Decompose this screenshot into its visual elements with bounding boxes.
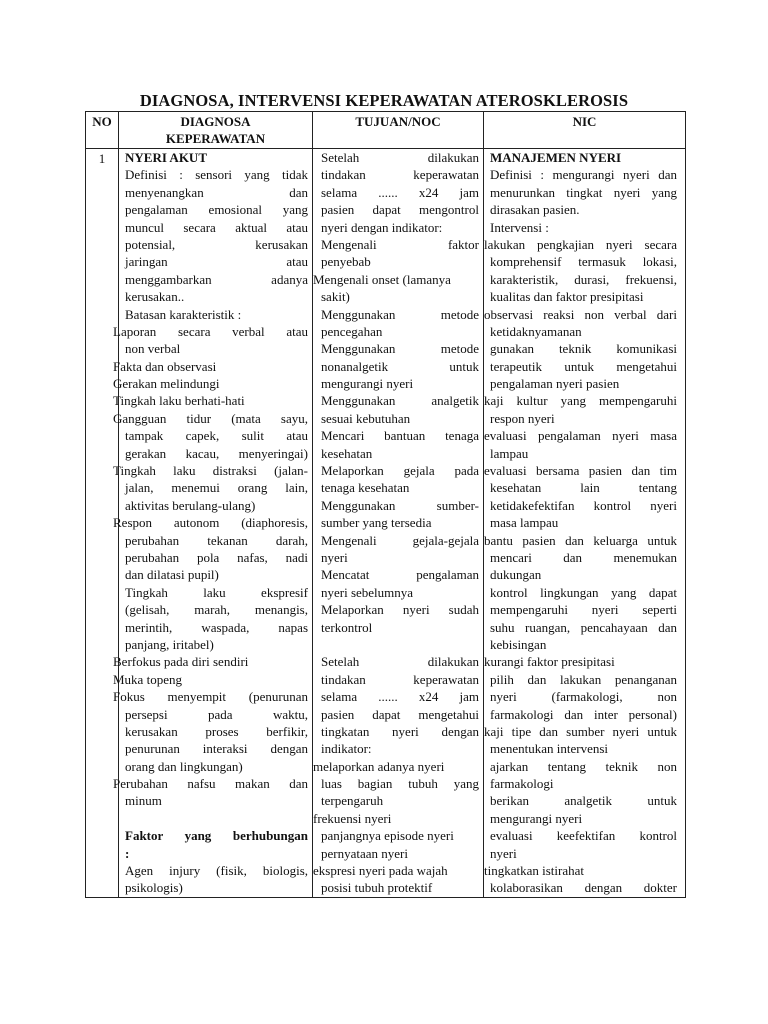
diagnosa-line: menggambarkan adanya — [125, 271, 308, 287]
diagnosa-line: Fakta dan observasi — [113, 358, 217, 374]
page-title: DIAGNOSA, INTERVENSI KEPERAWATAN ATEROSKLEROSIS — [139, 91, 629, 110]
diagnosa-line: Gerakan melindungi — [113, 376, 220, 392]
nic-line: farmakologi — [490, 776, 554, 792]
nic-line: kesehatan lain tentang — [490, 480, 677, 496]
nic-line: mempengaruhi nyeri seperti — [490, 602, 677, 618]
nic-line: pengalaman nyeri pasien — [490, 376, 620, 392]
diagnosa-line: perubahan pola nafas, nadi — [125, 549, 308, 565]
noc-line: pasien dapat mengetahui — [321, 706, 479, 722]
diagnosa-line: Perubahan nafsu makan dan — [113, 776, 308, 792]
noc-line: tindakan keperawatan — [321, 167, 479, 183]
noc-line: tingkatan nyeri dengan — [321, 723, 479, 739]
noc-line: pasien dapat mengontrol — [321, 202, 479, 218]
nic-line: Definisi : mengurangi nyeri dan — [490, 167, 677, 183]
noc-line: indikator: — [321, 741, 372, 757]
noc-line: Mengenali onset (lamanya — [313, 271, 451, 287]
nic-line: respon nyeri — [490, 410, 555, 426]
header-row — [86, 112, 686, 149]
header-diagnosa-line-2: KEPERAWATAN — [165, 131, 266, 146]
nic-line: tingkatkan istirahat — [484, 863, 585, 879]
diagnosa-line: muncul secara aktual atau — [125, 219, 308, 235]
nic-line: nyeri (farmakologi, non — [490, 689, 677, 705]
nic-line: Intervensi : — [490, 219, 549, 235]
nic-line: pilih dan lakukan penanganan — [490, 671, 677, 687]
nic-line: kebisingan — [490, 636, 547, 652]
header-tujuan-noc: TUJUAN/NOC — [313, 112, 484, 149]
noc-line: pencegahan — [321, 323, 383, 339]
diagnosa-line: kerusakan proses berfikir, — [125, 723, 308, 739]
nic-line: masa lampau — [490, 515, 559, 531]
diagnosa-line: : — [125, 845, 130, 861]
nic-line: ketidakefektifan kontrol nyeri — [490, 497, 677, 513]
diagnosa-line: NYERI AKUT — [125, 150, 207, 165]
diagnosa-line: menyenangkan dan — [125, 184, 308, 200]
diagnosa-line: Tingkah laku distraksi (jalan- — [113, 463, 308, 479]
nic-line: suhu ruangan, pencahayaan dan — [490, 619, 677, 635]
nic-line: gunakan teknik komunikasi — [490, 341, 677, 357]
diagnosa-line: Gangguan tidur (mata sayu, — [113, 410, 308, 426]
diagnosa-line: minum — [125, 793, 162, 809]
nic-line: bantu pasien dan keluarga untuk — [484, 532, 677, 548]
diagnosa-line: Agen injury (fisik, biologis, — [125, 863, 308, 879]
noc-line: Mengenali gejala-gejala — [321, 532, 479, 548]
nic-line: dukungan — [490, 567, 542, 583]
noc-line: nyeri dengan indikator: — [321, 219, 443, 235]
nic-line: menurunkan tingkat nyeri yang — [490, 184, 677, 200]
noc-line: posisi tubuh protektif — [321, 880, 433, 896]
noc-line: mengurangi nyeri — [321, 376, 414, 392]
noc-line: nyeri sebelumnya — [321, 584, 414, 600]
nic-line: kolaborasikan dengan dokter — [490, 880, 677, 896]
diagnosa-line: Faktor yang berhubungan — [125, 828, 308, 844]
noc-line: kesehatan — [321, 445, 373, 461]
nic-line: karakteristik, durasi, frekuensi, — [490, 271, 677, 287]
diagnosa-line: dan dilatasi pupil) — [125, 567, 219, 583]
nic-line: farmakologi dan inter personal) — [490, 706, 677, 722]
noc-line: Menggunakan sumber- — [321, 497, 479, 513]
nic-line: evaluasi pengalaman nyeri masa — [484, 428, 677, 444]
diagnosa-line: panjang, iritabel) — [125, 636, 214, 652]
noc-line: Menggunakan metode — [321, 341, 479, 357]
diagnosa-line: Batasan karakteristik : — [125, 306, 242, 322]
nic-line: evaluasi bersama pasien dan tim — [484, 463, 677, 479]
diagnosa-line: pengalaman emosional yang — [125, 202, 308, 218]
noc-line: luas bagian tubuh yang — [321, 776, 479, 792]
noc-line: sakit) — [321, 289, 350, 305]
nic-line: kaji kultur yang mempengaruhi — [484, 393, 677, 409]
diagnosa-line: penurunan interaksi dengan — [125, 741, 308, 757]
diagnosa-line: Fokus menyempit (penurunan — [113, 689, 308, 705]
header-nic: NIC — [484, 112, 686, 149]
noc-line: sumber yang tersedia — [321, 515, 432, 531]
diagnosa-line: orang dan lingkungan) — [125, 758, 243, 774]
noc-line: melaporkan adanya nyeri — [313, 758, 445, 774]
nic-line: menentukan intervensi — [490, 741, 609, 757]
diagnosa-line: Tingkah laku ekspresif — [125, 584, 308, 600]
noc-line: Setelah dilakukan — [321, 654, 479, 670]
noc-line: Mencari bantuan tenaga — [321, 428, 479, 444]
care-plan-table — [85, 111, 686, 898]
table-row — [86, 149, 686, 898]
noc-line: Setelah dilakukan — [321, 150, 479, 165]
noc-line — [313, 636, 483, 653]
noc-line: Mencatat pengalaman — [321, 567, 479, 583]
noc-cell — [313, 149, 484, 898]
nic-line: kurangi faktor presipitasi — [484, 654, 615, 670]
nic-line: lakukan pengkajian nyeri secara — [484, 236, 677, 252]
diagnosa-line: gerakan kacau, menyeringai) — [125, 445, 308, 461]
diagnosa-line: persepsi pada waktu, — [125, 706, 308, 722]
nic-cell — [484, 149, 686, 898]
nic-line: ajarkan tentang teknik non — [490, 758, 677, 774]
nic-line: terapeutik untuk mengetahui — [490, 358, 677, 374]
diagnosa-line: jaringan atau — [125, 254, 308, 270]
diagnosa-line: Definisi : sensori yang tidak — [125, 167, 308, 183]
nic-line: ketidaknyamanan — [490, 323, 582, 339]
nic-line: mencari dan menemukan — [490, 549, 677, 565]
header-diagnosa-line-1: DIAGNOSA — [180, 114, 251, 129]
nic-line: komprehensif termasuk lokasi, — [490, 254, 677, 270]
nic-line: kualitas dan faktor presipitasi — [490, 289, 644, 305]
diagnosa-line: Muka topeng — [113, 671, 182, 687]
diagnosa-line: Tingkah laku berhati-hati — [113, 393, 245, 409]
nic-line: observasi reaksi non verbal dari — [484, 306, 677, 322]
nic-lines — [484, 149, 685, 897]
diagnosa-lines — [113, 149, 312, 897]
nic-line: lampau — [490, 445, 529, 461]
noc-line: Menggunakan metode — [321, 306, 479, 322]
nic-line: MANAJEMEN NYERI — [490, 150, 622, 165]
nic-line: dirasakan pasien. — [490, 202, 580, 218]
header-diagnosa — [119, 112, 313, 149]
diagnosa-line: Laporan secara verbal atau — [113, 323, 308, 339]
noc-line: ekspresi nyeri pada wajah — [313, 863, 448, 879]
noc-line: tindakan keperawatan — [321, 671, 479, 687]
noc-line: terpengaruh — [321, 793, 384, 809]
nic-line: berikan analgetik untuk — [490, 793, 677, 809]
noc-line: nyeri — [321, 549, 348, 565]
noc-lines — [313, 149, 483, 897]
diagnosa-line: potensial, kerusakan — [125, 236, 308, 252]
nic-line: nyeri — [490, 845, 517, 861]
diagnosa-line: Respon autonom (diaphoresis, — [113, 515, 308, 531]
diagnosa-line: kerusakan.. — [125, 289, 185, 305]
diagnosa-line: (gelisah, marah, menangis, — [125, 602, 308, 618]
diagnosa-line: merintih, waspada, napas — [125, 619, 308, 635]
row-number: 1 — [86, 149, 119, 898]
noc-line: terkontrol — [321, 619, 373, 635]
diagnosa-line — [119, 810, 312, 827]
noc-line: panjangnya episode nyeri — [321, 828, 454, 844]
noc-line: Melaporkan nyeri sudah — [321, 602, 479, 618]
noc-line: tenaga kesehatan — [321, 480, 410, 496]
diagnosa-line: non verbal — [125, 341, 181, 357]
nic-line: evaluasi keefektifan kontrol — [490, 828, 677, 844]
noc-line: penyebab — [321, 254, 371, 270]
noc-line: Mengenali faktor — [321, 236, 479, 252]
diagnosa-line: aktivitas berulang-ulang) — [125, 497, 256, 513]
nic-line: kontrol lingkungan yang dapat — [490, 584, 677, 600]
header-no: NO — [86, 112, 119, 149]
diagnosa-line: jalan, menemui orang lain, — [125, 480, 308, 496]
noc-line: selama ...... x24 jam — [321, 689, 479, 705]
diagnosa-line: tampak capek, sulit atau — [125, 428, 308, 444]
noc-line: pernyataan nyeri — [321, 845, 408, 861]
diagnosa-line: Berfokus pada diri sendiri — [113, 654, 249, 670]
noc-line: Melaporkan gejala pada — [321, 463, 479, 479]
diagnosa-line: psikologis) — [125, 880, 183, 896]
nic-line: mengurangi nyeri — [490, 810, 583, 826]
noc-line: nonanalgetik untuk — [321, 358, 479, 374]
noc-line: sesuai kebutuhan — [321, 410, 411, 426]
diagnosa-line: perubahan tekanan darah, — [125, 532, 308, 548]
diagnosa-cell — [113, 149, 313, 898]
noc-line: frekuensi nyeri — [313, 810, 392, 826]
noc-line: selama ...... x24 jam — [321, 184, 479, 200]
nic-line: kaji tipe dan sumber nyeri untuk — [484, 723, 677, 739]
noc-line: Menggunakan analgetik — [321, 393, 479, 409]
